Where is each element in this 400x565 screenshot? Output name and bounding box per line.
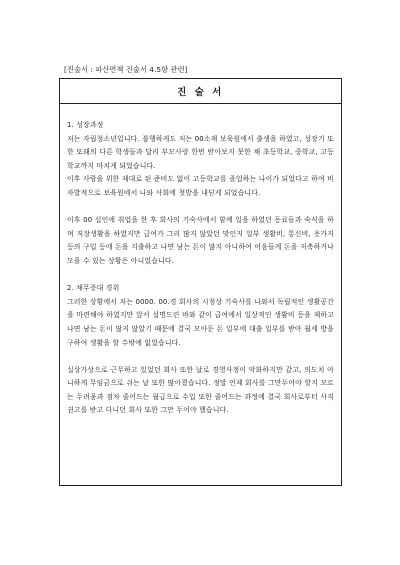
paragraph-debt-2: 실상가상으로 근무하고 있었던 회사 또한 날로 경영사정이 악화하지만 같고, 의도치 아니하게 무임금으로 쉬는 날 또한 많아졌습니다. 정말 언제 회사를 그만두어야 할지 모르는 두려움과 점차 줄어드는 월급으로 수입 또한 줄어드는 과정에 결국 회사로부터 사직권고를 받고 다니던 회사 또한 그만 두어야 했습니다. bbox=[67, 365, 334, 415]
paragraph-debt-1: 그러한 상황에서 저는 0000. 00.경 회사의 시청상 기숙사를 나와서 독립적인 생활공간을 마련해야 하였지만 앞서 설명드린 바와 같이 급여에서 일상적인 생활비 등을 제하고 나면 남는 돈이 많지 않았기 때문에 결국 모아둔 돈 일부에 대출 일부를 받아 월세 방을 구하여 생활을 할 수밖에 없었습니다. bbox=[67, 297, 334, 347]
paragraph-upbringing-2: 이후 사람을 위한 제대로 된 준비도 없이 고등학교를 졸업하는 나이가 되었다고 하여 비자발적으로 보육원에서 나와 사회에 첫발을 내딛게 되었습니다. bbox=[67, 175, 334, 197]
statement-document bbox=[59, 78, 342, 486]
paragraph-spacer bbox=[67, 201, 334, 215]
section-heading-upbringing: 1. 성장과정 bbox=[67, 121, 104, 129]
document-title: 진 술 서 bbox=[60, 79, 341, 104]
paragraph-spacer bbox=[67, 350, 334, 364]
section-heading-debt-history: 2. 채무증대 경위 bbox=[67, 284, 120, 293]
document-caption: [진술서 : 파산면책 진술서 4.5항 관련] bbox=[64, 65, 188, 74]
paragraph-spacer bbox=[67, 269, 334, 283]
paragraph-upbringing-3: 이후 00 십인에 취업을 한 후 회사의 기숙사에서 함께 일을 하였던 동료들과 숙식을 하며 직장생활을 하였지만 급여가 그리 많지 않았던 맞인지 일부 생활비, 통신비, 옷가지 등의 구입 등에 돈을 지출하고 나면 남는 돈이 많지 아니하여 어음들게 돈을 저축하거나 모을 수 있는 상황은 아니었습니다. bbox=[67, 216, 334, 265]
paragraph-upbringing-1: 저는 자립청소년입니다. 불행하게도 저는 00소재 보육원에서 출생을 하였고, 성장기 또한 또래의 다른 학생들과 달리 부모사랑 한번 받아보지 못한 채 초등학교, 중학교, 고등학교까지 마치게 되었습니다. bbox=[67, 134, 334, 170]
document-body bbox=[60, 104, 341, 418]
